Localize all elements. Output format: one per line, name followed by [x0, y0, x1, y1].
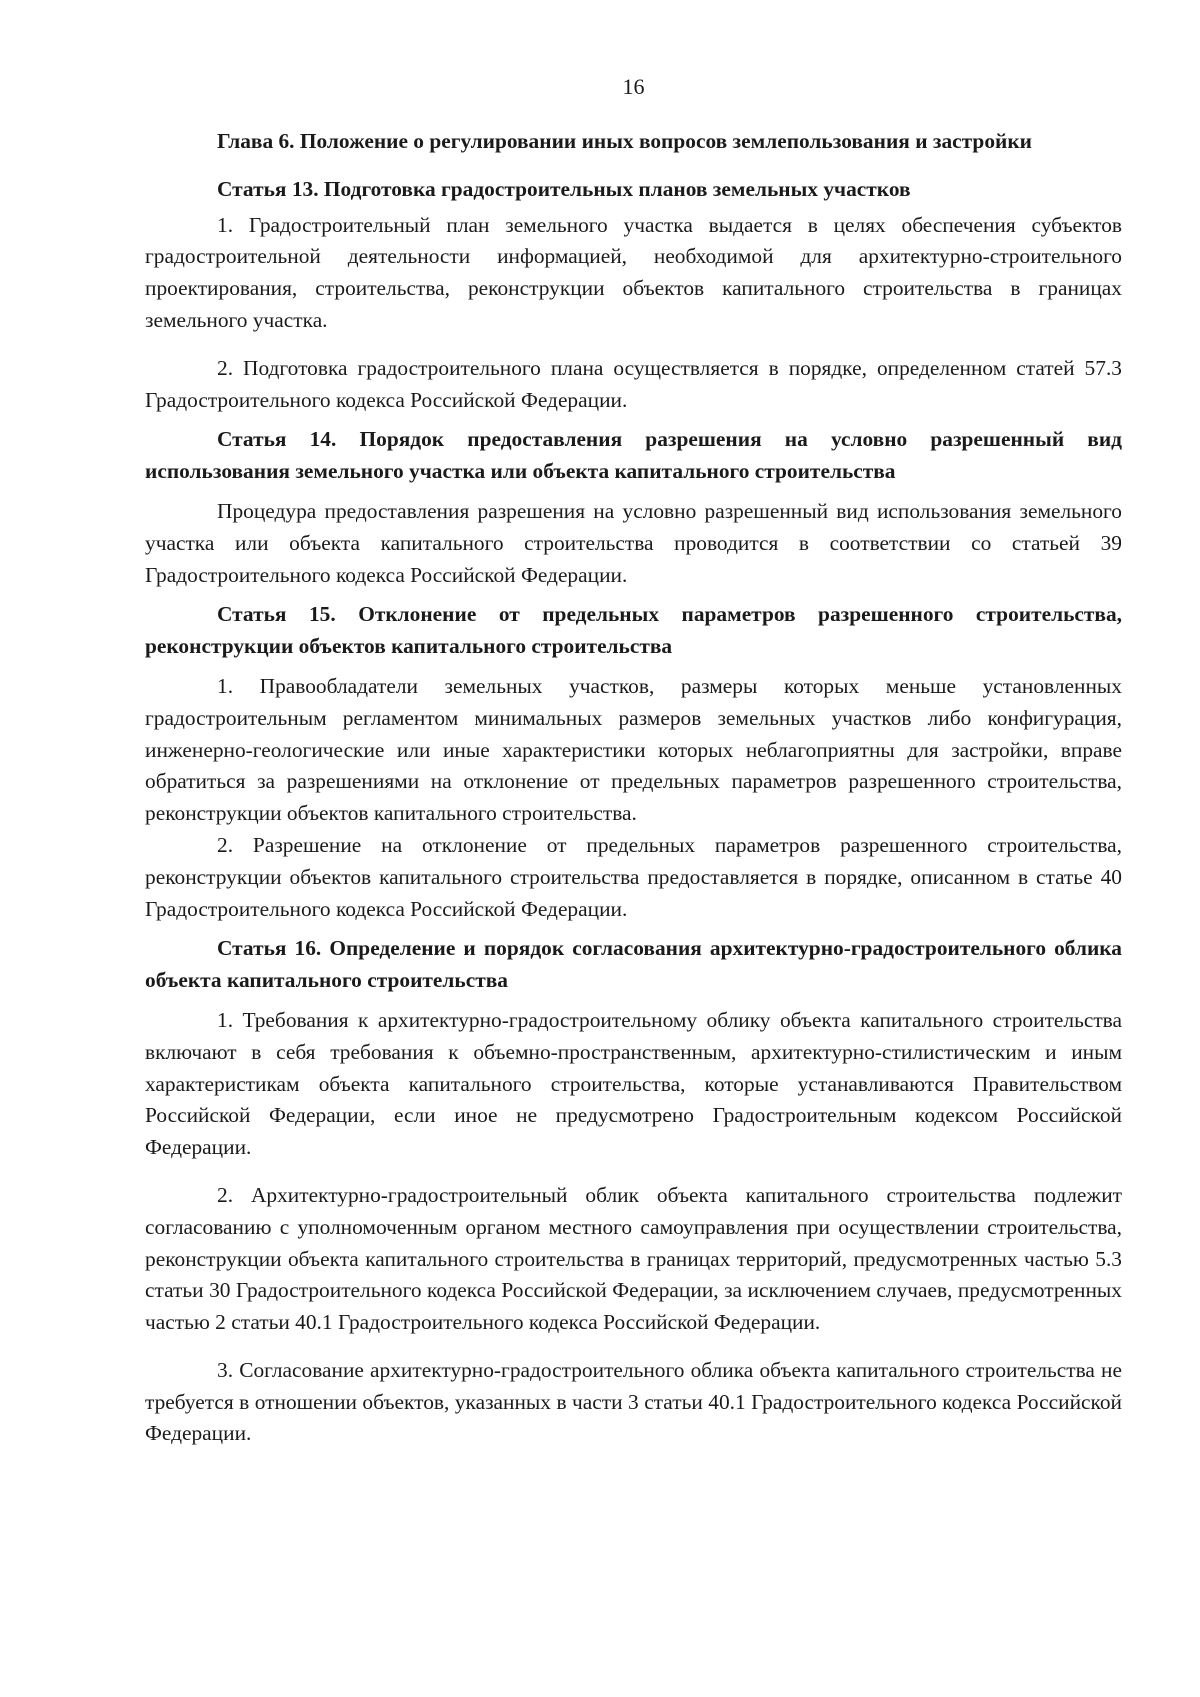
article-14-paragraph-1: Процедура предоставления разрешения на условно разрешенный вид использования земельного участка или объекта капитального строительства проводится в соответствии со статьей 39 Градостроительного кодекса Российской Федерации.	[145, 498, 1122, 587]
article-15-paragraph-2: 2. Разрешение на отклонение от предельных параметров разрешенного строительства, реконструкции объектов капитального строительства предоставляется в порядке, описанном в статье 40 Градостроительного кодекса Российской Федерации.	[145, 832, 1122, 921]
chapter-title: Глава 6. Положение о регулировании иных вопросов землепользования и застройки	[217, 129, 1032, 153]
article-13-paragraph-1: 1. Градостроительный план земельного участка выдается в целях обеспечения субъектов градостроительной деятельности информацией, необходимой для архитектурно-строительного проектирования, строительства, реконструкции объектов капитального строительства в границах земельного участка.	[145, 212, 1122, 332]
article-16-paragraph-1: 1. Требования к архитектурно-градостроительному облику объекта капитального строительства включают в себя требования к объемно-пространственным, архитектурно-стилистическим и иным характеристикам объекта капитального строительства, которые устанавливаются Правительством Российской Федерации, если иное не предусмотрено Градостроительным кодексом Российской Федерации.	[145, 1007, 1122, 1160]
page-number: 16	[622, 74, 645, 99]
article-14-title: Статья 14. Порядок предоставления разрешения на условно разрешенный вид использования земельного участка или объекта капитального строительства	[145, 427, 1122, 484]
article-13-title: Статья 13. Подготовка градостроительных планов земельных участков	[217, 176, 911, 201]
document-content	[145, 126, 1122, 1450]
article-16-paragraph-2: 2. Архитектурно-градостроительный облик объекта капитального строительства подлежит согласованию с уполномоченным органом местного самоуправления при осуществлении строительства, реконструкции объекта капитального строительства в границах территорий, предусмотренных частью 5.3 статьи 30 Градостроительного кодекса Российской Федерации, за исключением случаев, предусмотренных частью 2 статьи 40.1 Градостроительного кодекса Российской Федерации.	[145, 1182, 1122, 1335]
article-15-title: Статья 15. Отклонение от предельных параметров разрешенного строительства, реконструкции объектов капитального строительства	[145, 602, 1122, 659]
article-15-paragraph-1: 1. Правообладатели земельных участков, размеры которых меньше установленных градостроительным регламентом минимальных размеров земельных участков либо конфигурация, инженерно-геологические или иные характеристики которых неблагоприятны для застройки, вправе обратиться за разрешениями на отклонение от предельных параметров разрешенного строительства, реконструкции объектов капитального строительства.	[145, 673, 1122, 826]
article-13-paragraph-2: 2. Подготовка градостроительного плана осуществляется в порядке, определенном статей 57.3 Градостроительного кодекса Российской Федерации.	[145, 355, 1122, 412]
article-16-title: Статья 16. Определение и порядок согласования архитектурно-градостроительного облика объекта капитального строительства	[145, 936, 1122, 993]
article-16-paragraph-3: 3. Согласование архитектурно-градостроительного облика объекта капитального строительства не требуется в отношении объектов, указанных в части 3 статьи 40.1 Градостроительного кодекса Российской Федерации.	[145, 1357, 1122, 1446]
